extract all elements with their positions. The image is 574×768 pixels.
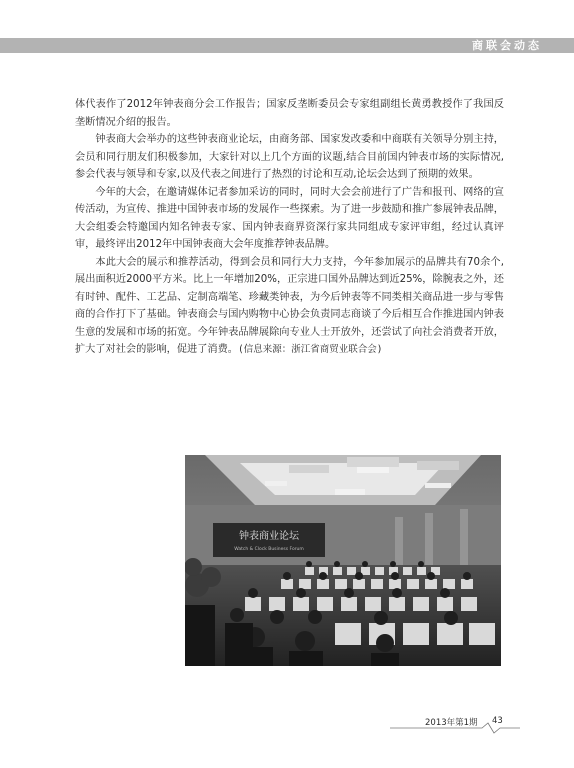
paragraph-4-text: 本此大会的展示和推荐活动，得到会员和同行大力支持，今年参加展示的品牌共有70余个,展出面积近2000平方米。比上一年增加20%，正宗进口国外品牌达到近25%，除腕表之外，还有时钟、配件、工艺品、定制高端笔、珍藏类钟表，为今后钟表等不同类相关商品进一步与零售商的合作打下了基础。钟表商会与国内购物中心协会负责同志商谈了今后相互合作推进国内钟表生意的发展和市场的拓宽。今年钟表品牌展除向专业人士开放外，还尝试了向社会消费者开放，扩大了对社会的影响，促进了消费。 [75, 256, 504, 355]
paragraph-1: 体代表作了2012年钟表商分会工作报告；国家反垄断委员会专家组副组长黄勇教授作了我国反垄断情况介绍的报告。 [75, 99, 504, 128]
paragraph-4 [75, 254, 504, 359]
paragraph-2: 钟表商大会举办的这些钟表商业论坛，由商务部、国家发改委和中商联有关领导分别主持，会员和同行朋友们积极参加，大家针对以上几个方面的议题,结合目前国内钟表市场的实际情况,参会代表与领导和专家,以及代表之间进行了热烈的讨论和互动,论坛会达到了预期的效果。 [75, 134, 504, 180]
page-number: 43 [492, 716, 503, 726]
footer-issue: 2013年第1期 [425, 718, 478, 728]
paragraph-3: 今年的大会，在邀请媒体记者参加采访的同时，同时大会会前进行了广告和报刊、网络的宣传活动，为宣传、推进中国钟表市场的发展作一些探索。为了进一步鼓励和推广参展钟表品牌，大会组委会特邀国内知名钟表专家、国内钟表商界资深行家共同组成专家评审组，经过认真评审，最终评出2012年中国钟表商大会年度推荐钟表品牌。 [75, 186, 504, 250]
article-body [75, 96, 504, 359]
banner-subtext: Watch & Clock Business Forum [234, 547, 304, 552]
conference-photo [185, 455, 501, 666]
banner-text: 钟表商业论坛 [239, 531, 299, 542]
conference-photo-drawing [185, 455, 501, 666]
source-note: (信息来源：浙江省商贸业联合会) [238, 344, 383, 355]
section-title: 商联会动态 [472, 39, 542, 52]
section-header-bar [0, 38, 574, 53]
